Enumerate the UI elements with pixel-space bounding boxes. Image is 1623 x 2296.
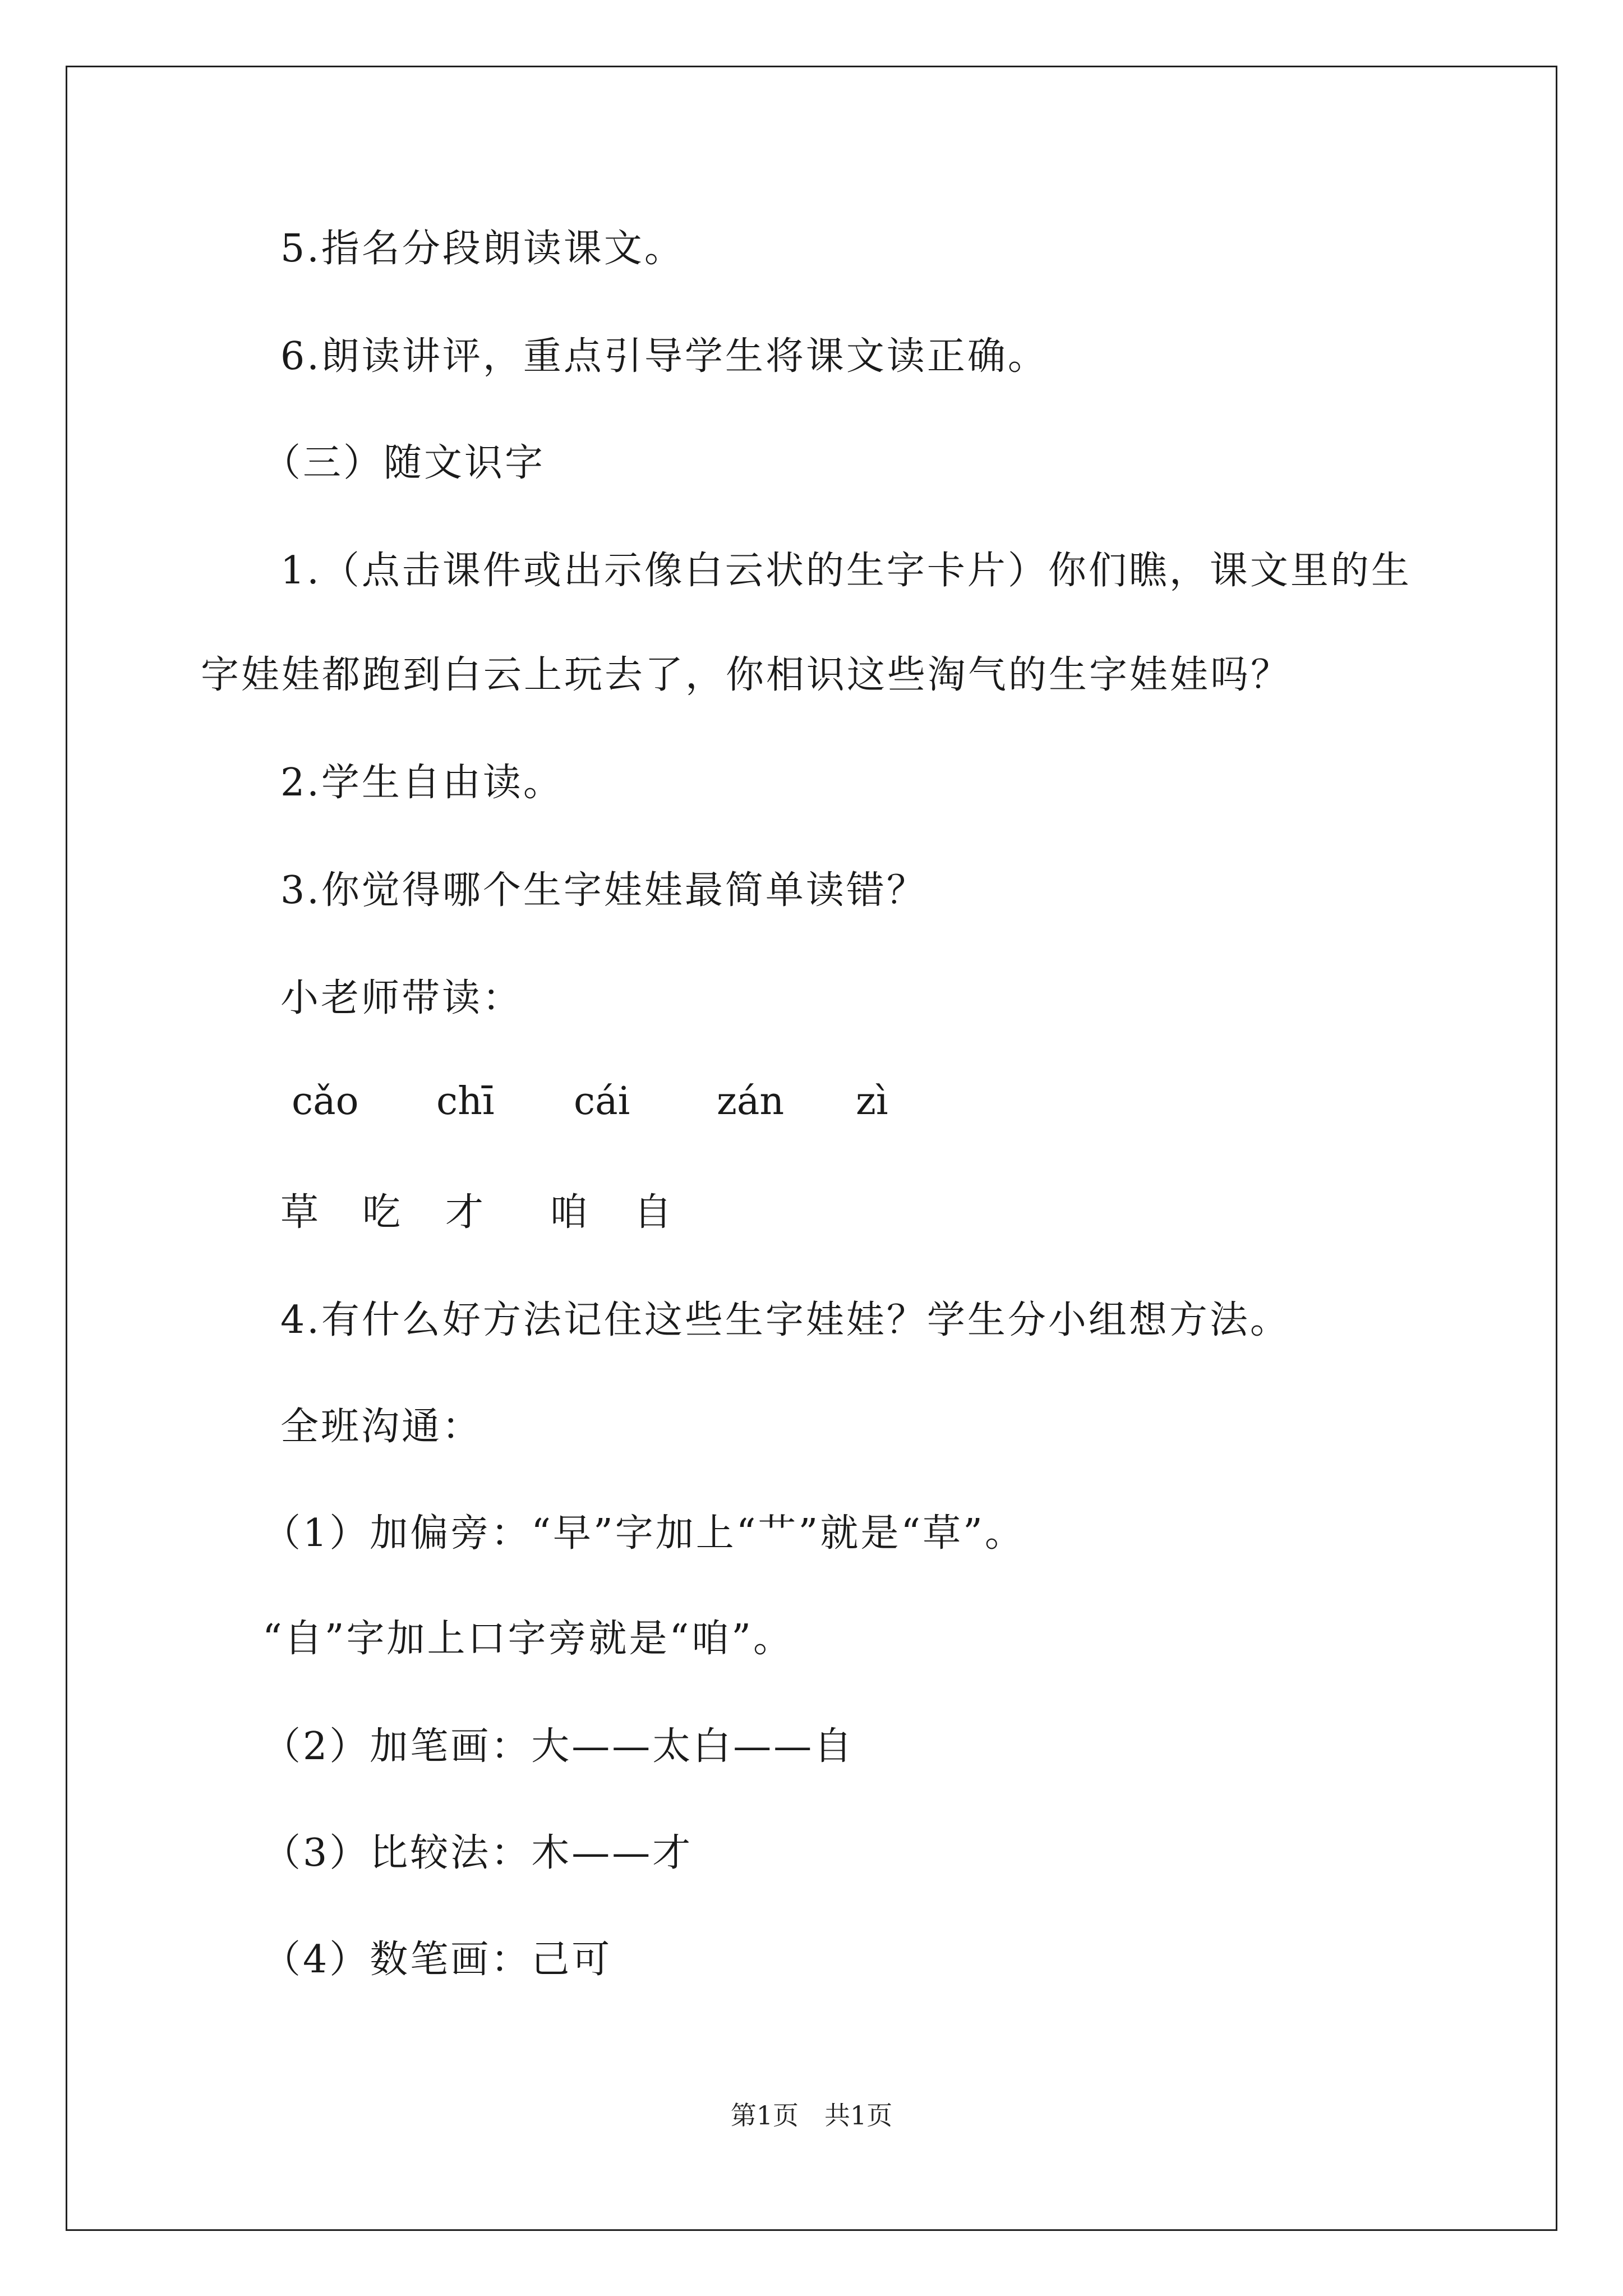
- method-count-strokes: （4）数笔画：己可: [262, 1938, 612, 1982]
- paragraph-class-discussion: 全班沟通：: [280, 1405, 483, 1449]
- char-zi: 自: [634, 1190, 672, 1235]
- method-comparison: （3）比较法：木——才: [262, 1831, 693, 1875]
- character-row: [280, 1190, 672, 1235]
- paragraph-little-teacher: 小老师带读：: [280, 976, 523, 1020]
- method-add-radical: （1）加偏旁：“早”字加上“艹”就是“草”。: [262, 1511, 1025, 1556]
- paragraph-memory-methods: 4.有什么好方法记住这些生字娃娃？学生分小组想方法。: [280, 1298, 1290, 1342]
- pinyin-zan: zán: [717, 1079, 785, 1124]
- pinyin-row: [292, 1079, 888, 1124]
- paragraph-show-cards-continued: 字娃娃都跑到白云上玩去了，你相识这些淘气的生字娃娃吗？: [201, 653, 1292, 697]
- paragraph-free-reading: 2.学生自由读。: [280, 761, 564, 805]
- section-heading-literacy: （三）随文识字: [262, 441, 546, 485]
- paragraph-reading-review: 6.朗读讲评，重点引导学生将课文读正确。: [280, 334, 1048, 379]
- char-chi: 吃: [362, 1190, 401, 1235]
- page-number-footer: 第1页 共1页: [730, 2100, 893, 2131]
- paragraph-easy-mistakes: 3.你觉得哪个生字娃娃最简单读错？: [280, 868, 927, 913]
- page-border: [66, 66, 1557, 2231]
- pinyin-chi: chī: [436, 1079, 495, 1124]
- pinyin-cai: cái: [574, 1079, 630, 1124]
- pinyin-zi: zì: [856, 1079, 888, 1124]
- paragraph-show-cards: 1.（点击课件或出示像白云状的生字卡片）你们瞧，课文里的生: [280, 549, 1412, 593]
- pinyin-cao: cǎo: [292, 1079, 359, 1124]
- paragraph-read-by-sections: 5.指名分段朗读课文。: [280, 227, 685, 271]
- char-zan: 咱: [550, 1190, 588, 1235]
- method-add-strokes: （2）加笔画：大——太白——自: [262, 1724, 855, 1769]
- method-add-radical-example: “自”字加上口字旁就是“咱”。: [262, 1617, 794, 1661]
- char-cao: 草: [280, 1190, 319, 1235]
- char-cai: 才: [445, 1190, 484, 1235]
